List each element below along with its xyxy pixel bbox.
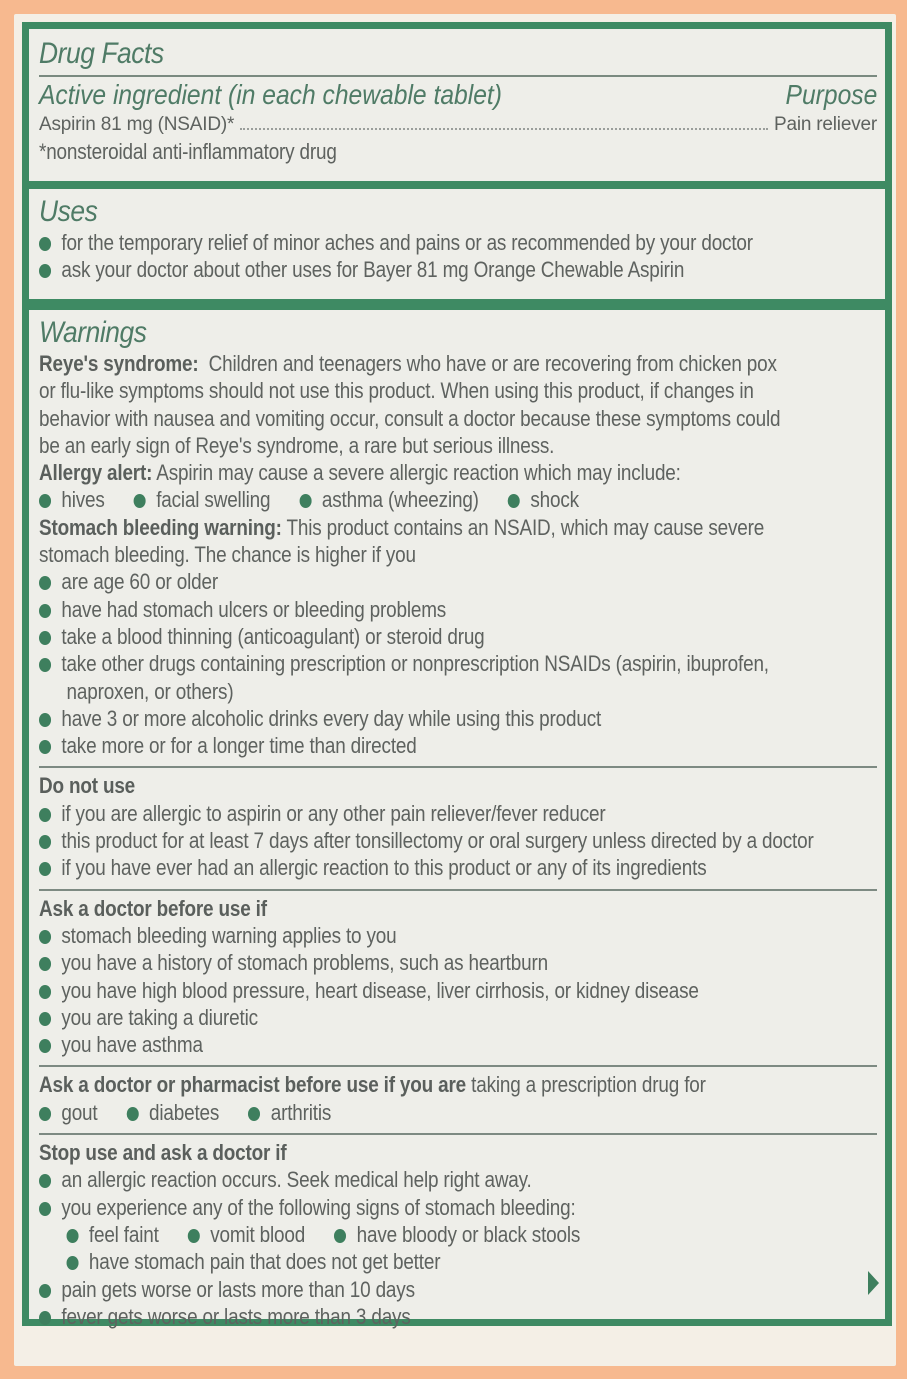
stop-use-item: pain gets worse or lasts more than 10 days [39,1276,760,1303]
bullet-icon [67,1229,79,1243]
stop-use-item: an allergic reaction occurs. Seek medical help right away. [39,1166,760,1193]
active-ingredient-header [39,79,877,111]
bullet-icon [39,862,51,876]
drug-facts-frame [22,22,892,1329]
ask-doctor-item: stomach bleeding warning applies to you [39,922,760,949]
ask-doctor-item: you have high blood pressure, heart disease, liver cirrhosis, or kidney disease [39,977,760,1004]
bullet-icon [248,1107,260,1121]
ingredient-purpose: Pain reliever [773,114,877,135]
bullet-icon [39,1202,51,1216]
dot-leader [240,128,768,130]
do-not-use-item: if you are allergic to aspirin or any other pain reliever/fever reducer [39,800,760,827]
ask-pharmacist-line: Ask a doctor or pharmacist before use if you are taking a prescription drug for [39,1072,706,1098]
uses-item: ask your doctor about other uses for Bayer 81 mg Orange Chewable Aspirin [39,256,760,283]
section-divider [39,889,877,891]
ask-pharmacist-items: gout diabetes arthritis [39,1099,760,1126]
bullet-icon [39,494,51,508]
drug-facts-title: Drug Facts [39,37,164,70]
stomach-item: take a blood thinning (anticoagulant) or steroid drug [39,623,760,650]
purpose-heading: Purpose [785,79,877,110]
bullet-icon [39,985,51,999]
bullet-icon [39,237,51,251]
stomach-item: take other drugs containing prescription or nonprescription NSAIDs (aspirin, ibuprofen, [39,650,760,677]
do-not-use-heading: Do not use [39,773,136,799]
stop-use-item: fever gets worse or lasts more than 3 days [39,1303,760,1330]
do-not-use-item: this product for at least 7 days after tonsillectomy or oral surgery unless directed by a doctor [39,827,760,854]
ask-pharmacist-heading: Ask a doctor or pharmacist before use if you are [39,1072,467,1098]
allergy-alert-line: Allergy alert: Aspirin may cause a severe allergic reaction which may include: [39,460,681,486]
section-divider [39,1065,877,1067]
reyes-syndrome-line: be an early sign of Reye's syndrome, a rare but serious illness. [39,432,555,458]
stomach-warning-line: Stomach bleeding warning: This product contains an NSAID, which may cause severe [39,514,765,540]
uses-panel [29,189,885,299]
bullet-icon [300,494,312,508]
bullet-icon [39,1107,51,1121]
bullet-icon [39,604,51,618]
ingredient-footnote: *nonsteroidal anti-inflammatory drug [39,139,337,165]
reyes-syndrome-line: behavior with nausea and vomiting occur, consult a doctor because these symptoms could [39,405,781,431]
ask-doctor-item: you are taking a diuretic [39,1004,760,1031]
bullet-icon [188,1229,200,1243]
stomach-item: have had stomach ulcers or bleeding problems [39,596,760,623]
bullet-icon [39,658,51,672]
stomach-item: take more or for a longer time than directed [39,732,760,759]
stomach-item: have 3 or more alcoholic drinks every day while using this product [39,705,760,732]
stomach-item: are age 60 or older [39,568,760,595]
reyes-label: Reye's syndrome: [39,351,199,376]
continue-arrow-icon [868,1271,879,1295]
bullet-icon [39,740,51,754]
stop-use-heading: Stop use and ask a doctor if [39,1140,287,1166]
do-not-use-item: if you have ever had an allergic reaction to this product or any of its ingredients [39,854,760,881]
bullet-icon [39,808,51,822]
reyes-syndrome-line: or flu-like symptoms should not use this product. When using this product, if changes in [39,378,754,404]
uses-title: Uses [39,195,98,228]
ingredient-row [39,111,877,138]
bullet-icon [39,713,51,727]
stop-use-subitems: have stomach pain that does not get better [39,1248,760,1275]
bullet-icon [39,576,51,590]
reyes-syndrome-line: Reye's syndrome: Children and teenagers who have or are recovering from chicken pox [39,351,777,376]
allergy-items-row: hives facial swelling asthma (wheezing) shock [39,486,760,513]
bullet-icon [67,1256,79,1270]
drug-facts-panel [29,29,885,181]
ask-doctor-heading: Ask a doctor before use if [39,895,267,921]
bullet-icon [39,264,51,278]
stop-use-item: you experience any of the following signs of stomach bleeding: [39,1194,760,1221]
bullet-icon [39,1284,51,1298]
ask-doctor-item: you have a history of stomach problems, such as heartburn [39,949,760,976]
bullet-icon [39,631,51,645]
ingredient-name: Aspirin 81 mg (NSAID)* [39,114,235,135]
warnings-title: Warnings [39,316,147,349]
stomach-item-continued: naproxen, or others) [66,678,234,704]
warnings-panel [29,310,885,1329]
divider [39,75,877,77]
bullet-icon [39,1174,51,1188]
bullet-icon [39,957,51,971]
active-ingredient-heading: Active ingredient (in each chewable tablet) [39,79,502,110]
bullet-icon [39,1039,51,1053]
bullet-icon [334,1229,346,1243]
stop-use-subitems: feel faint vomit blood have bloody or black stools [39,1221,760,1248]
stomach-label: Stomach bleeding warning: [39,514,282,540]
section-divider [39,766,877,768]
bullet-icon [134,494,146,508]
bullet-icon [39,835,51,849]
bullet-icon [508,494,520,508]
bullet-icon [127,1107,139,1121]
ask-doctor-item: you have asthma [39,1031,760,1058]
allergy-label: Allergy alert: [39,460,153,486]
stomach-warning-line: stomach bleeding. The chance is higher if you [39,542,416,568]
bullet-icon [39,1012,51,1026]
bullet-icon [39,930,51,944]
uses-item: for the temporary relief of minor aches and pains or as recommended by your doctor [39,229,760,256]
section-divider [39,1133,877,1135]
bullet-icon [39,1311,51,1325]
